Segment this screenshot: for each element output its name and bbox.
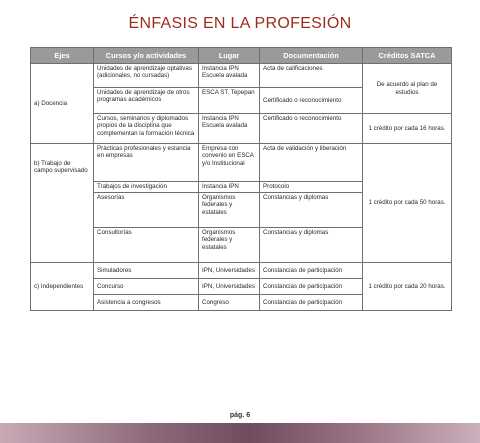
credito-cell: 1 crédito por cada 16 horas. bbox=[363, 114, 452, 144]
curso-cell: Simuladores bbox=[94, 263, 199, 279]
lugar-cell: ESCA ST, Tepepan bbox=[199, 88, 260, 114]
table-row bbox=[31, 64, 452, 88]
header-cursos: Cursos y/o actividades bbox=[94, 48, 199, 64]
table-row bbox=[31, 114, 452, 144]
lugar-cell: Congreso bbox=[199, 295, 260, 311]
curso-cell: Asistencia a congresos bbox=[94, 295, 199, 311]
lugar-cell: IPN, Universidades bbox=[199, 263, 260, 279]
lugar-cell: Instancia IPN Escuela avalada bbox=[199, 64, 260, 88]
doc-cell: Constancias de participación bbox=[260, 263, 363, 279]
lugar-cell: Instancia IPN bbox=[199, 182, 260, 193]
footer-band bbox=[0, 423, 480, 443]
curso-cell: Unidades de aprendizaje optativas (adicionales, no cursadas) bbox=[94, 64, 199, 88]
credits-table bbox=[30, 47, 452, 311]
doc-cell: Protocolo bbox=[260, 182, 363, 193]
curso-cell: Concurso bbox=[94, 279, 199, 295]
lugar-cell: Instancia IPN Escuela avalada bbox=[199, 114, 260, 144]
curso-cell: Prácticas profesionales y estancia en empresas bbox=[94, 144, 199, 182]
curso-cell: Trabajos de investigación bbox=[94, 182, 199, 193]
eje-cell: b) Trabajo de campo supervisado bbox=[31, 144, 94, 263]
header-lugar: Lugar bbox=[199, 48, 260, 64]
curso-cell: Cursos, seminarios y diplomados propios de la disciplina que complementan la formación técnica bbox=[94, 114, 199, 144]
lugar-cell: Empresa con convenio en ESCA y/o Institucional bbox=[199, 144, 260, 182]
table-row bbox=[31, 263, 452, 279]
page-title: ÉNFASIS EN LA PROFESIÓN bbox=[128, 15, 352, 32]
curso-cell: Asesorías bbox=[94, 193, 199, 228]
page-number: pág. 6 bbox=[229, 412, 251, 419]
credito-cell: De acuerdo al plan de estudios bbox=[363, 64, 452, 114]
header-ejes: Ejes bbox=[31, 48, 94, 64]
header-creditos: Créditos SATCA bbox=[363, 48, 452, 64]
table-row bbox=[31, 144, 452, 182]
eje-cell: a) Docencia bbox=[31, 64, 94, 144]
doc-cell: Certificado o reconocimiento bbox=[260, 88, 363, 114]
doc-cell: Constancias y diplomas bbox=[260, 228, 363, 263]
curso-cell: Unidades de aprendizaje de otros programas académicos bbox=[94, 88, 199, 114]
doc-cell: Acta de validación y liberación bbox=[260, 144, 363, 182]
lugar-cell: IPN, Universidades bbox=[199, 279, 260, 295]
eje-cell: c) Independientes bbox=[31, 263, 94, 311]
curso-cell: Consultorías bbox=[94, 228, 199, 263]
doc-cell: Constancias de participación bbox=[260, 295, 363, 311]
credito-cell: 1 crédito por cada 20 horas. bbox=[363, 263, 452, 311]
credito-cell: 1 crédito por cada 50 horas. bbox=[363, 144, 452, 263]
table-header-row bbox=[31, 48, 452, 64]
doc-cell: Constancias de participación bbox=[260, 279, 363, 295]
header-documentacion: Documentación bbox=[260, 48, 363, 64]
doc-cell: Acta de calificaciones bbox=[260, 64, 363, 88]
doc-cell: Certificado o reconocimiento bbox=[260, 114, 363, 144]
lugar-cell: Organismos federales y estatales bbox=[199, 228, 260, 263]
lugar-cell: Organismos federales y estatales bbox=[199, 193, 260, 228]
doc-cell: Constancias y diplomas bbox=[260, 193, 363, 228]
